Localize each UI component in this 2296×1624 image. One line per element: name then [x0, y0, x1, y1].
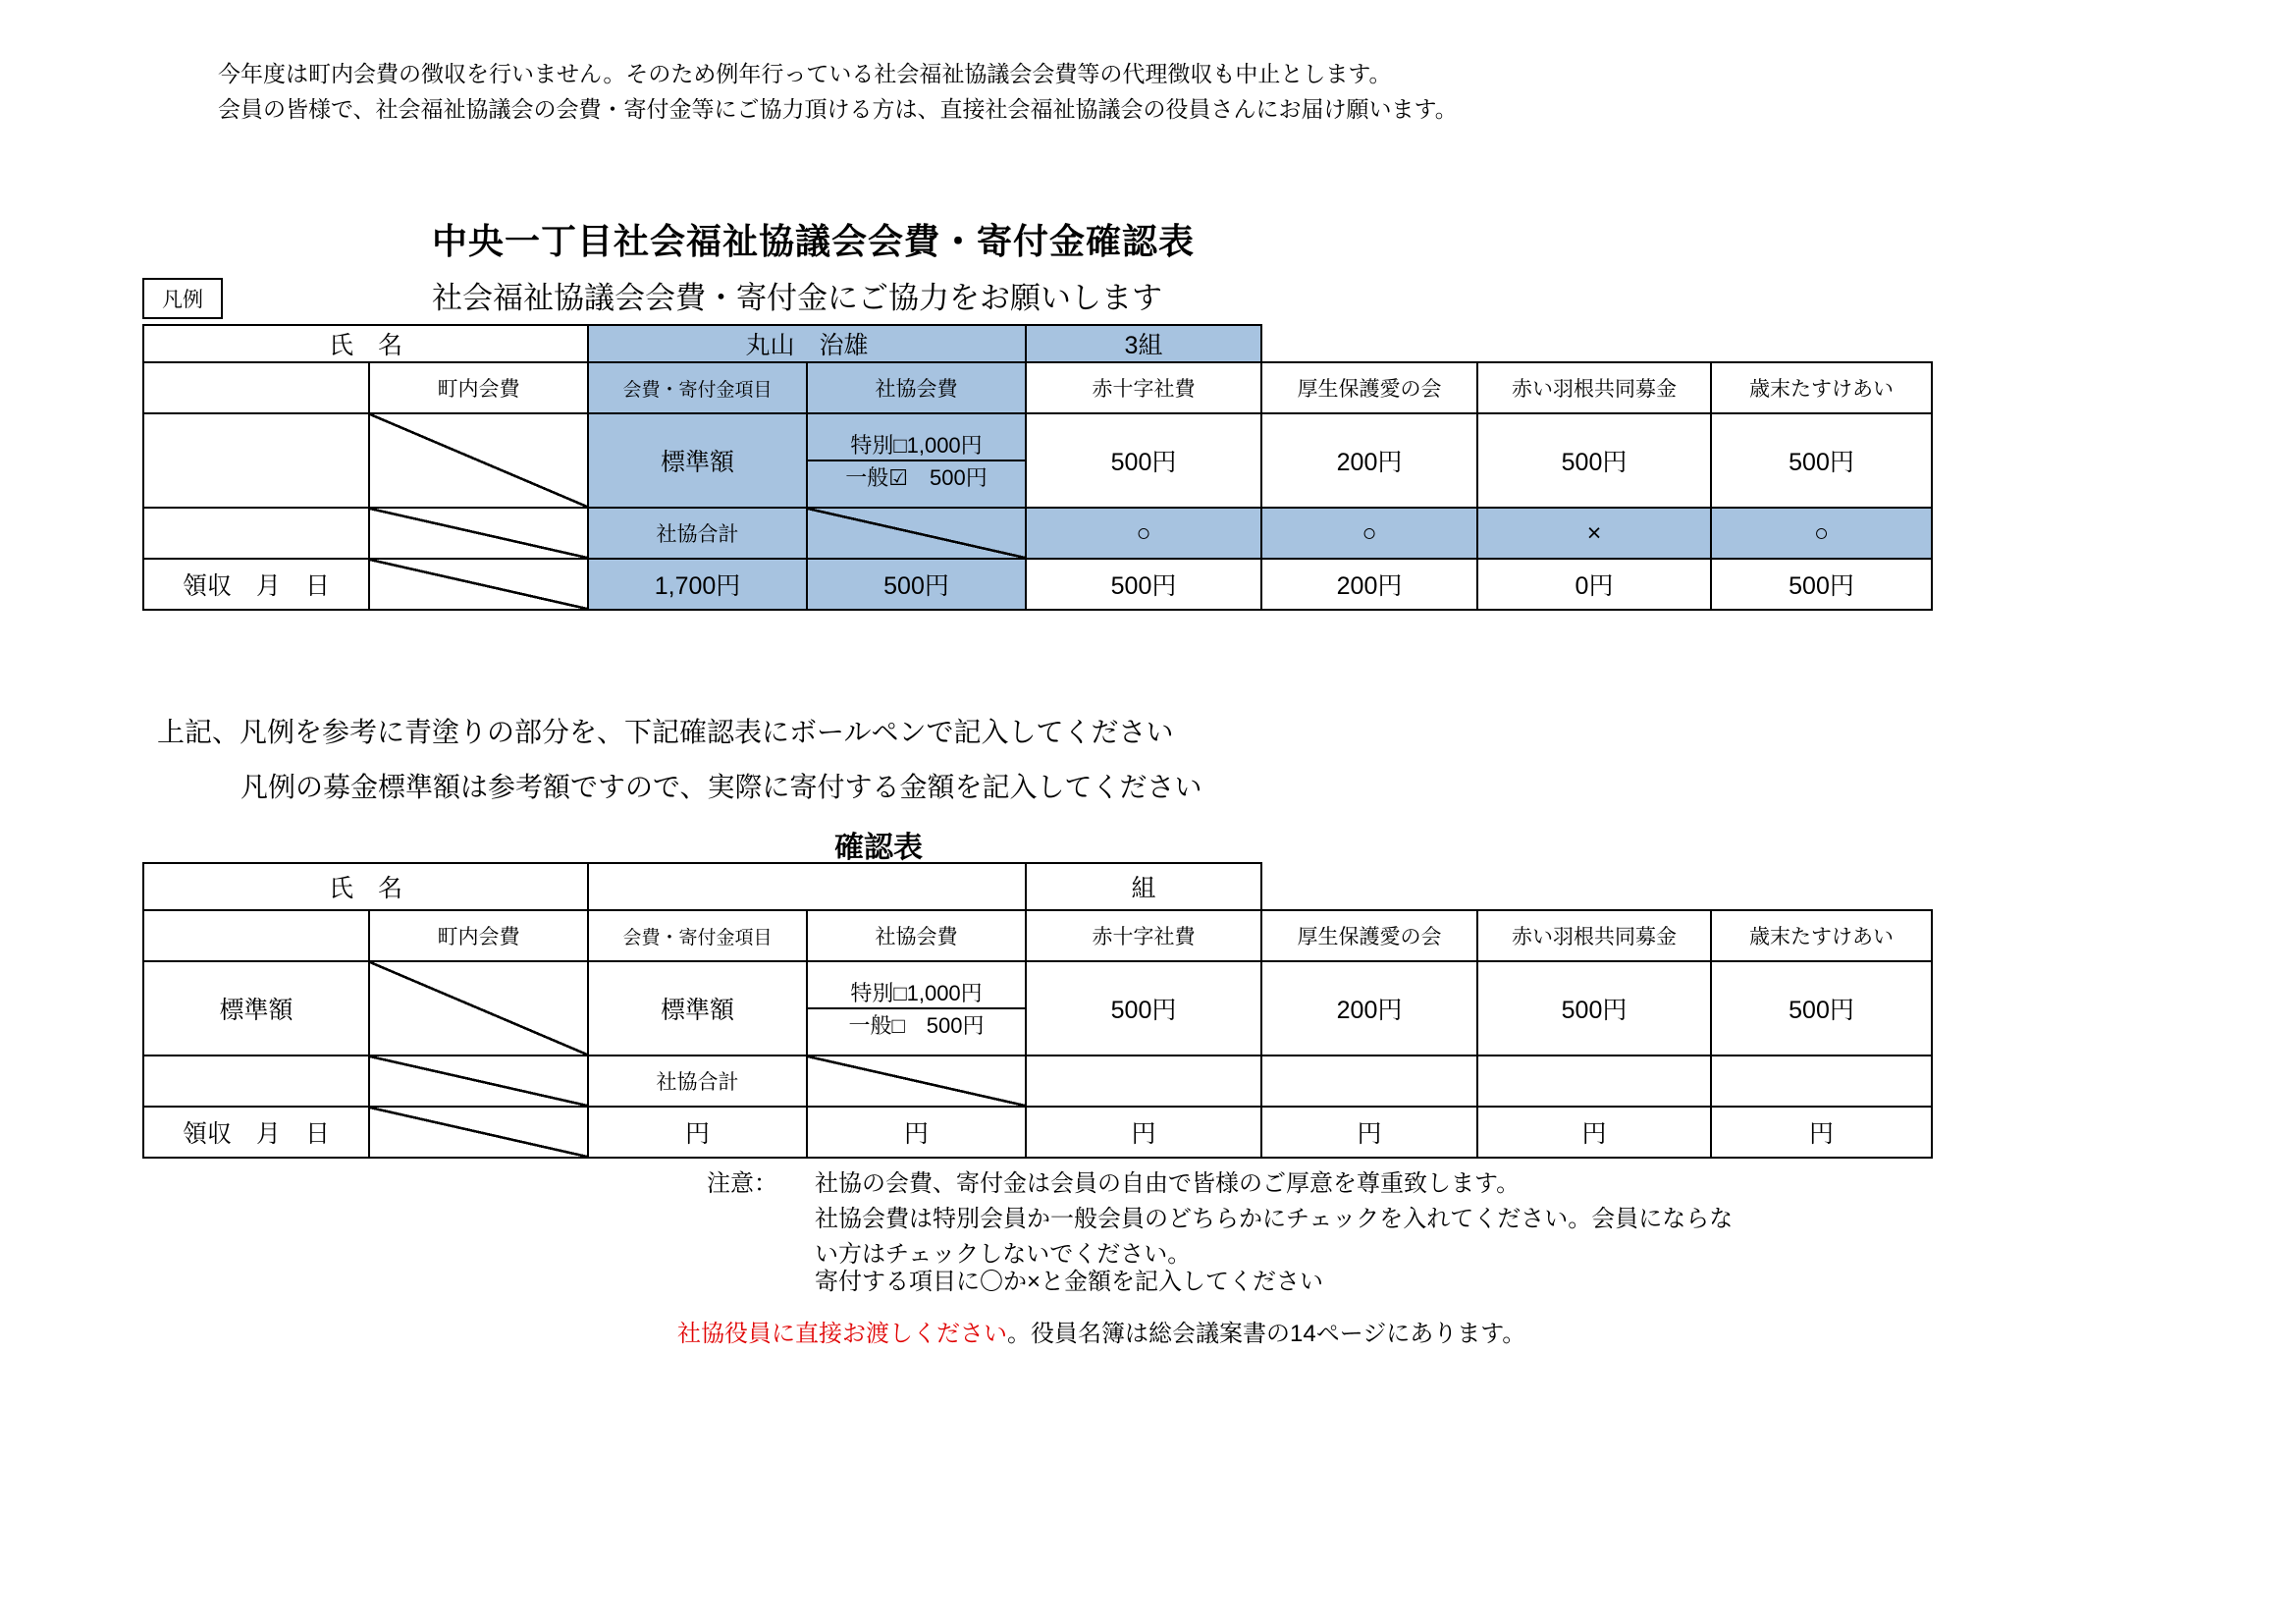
note-hand-deliver-tail: 。役員名簿は総会議案書の14ページにあります。: [1007, 1321, 1526, 1347]
top-notice-line2: 会員の皆様で、社会福祉協議会の会費・寄付金等にご協力頂ける方は、直接社会福祉協議会の役員さんにお届け願います。: [218, 95, 1458, 122]
header-sekijuji: 赤十字社費: [1026, 362, 1261, 413]
header-chonai-kaihi: 町内会費: [369, 362, 588, 413]
kakunin-mark-akaihane[interactable]: [1477, 1056, 1711, 1107]
shakyo-kaihi-choice[interactable]: [807, 961, 1026, 1056]
legend-mark-saimatsu: ○: [1711, 508, 1932, 559]
legend-label-box: 凡例: [142, 278, 223, 319]
label-ryoshu: 領収 月 日: [143, 559, 369, 610]
shakyo-kaihi-choice[interactable]: [807, 413, 1026, 508]
caution-label: 注意：: [707, 1170, 777, 1197]
header-akaihane: 赤い羽根共同募金: [1477, 362, 1711, 413]
kakunin-mark-sekijuji[interactable]: [1026, 1056, 1261, 1107]
table-row: [143, 863, 1932, 910]
kakunin-total-chonai[interactable]: 円: [588, 1107, 807, 1158]
table-row: [143, 910, 1932, 961]
kakunin-mark-kosei-hogo[interactable]: [1261, 1056, 1477, 1107]
legend-standard-sekijuji: 500円: [1026, 413, 1261, 508]
note-hand-deliver: [677, 1314, 1525, 1348]
kakunin-total-akaihane[interactable]: 円: [1477, 1107, 1711, 1158]
table-row: [143, 961, 1932, 1056]
caution-line2: 社協会費は特別会員か一般会員のどちらかにチェックを入れてください。会員にならな: [815, 1206, 1734, 1232]
kakunin-total-kosei-hogo[interactable]: 円: [1261, 1107, 1477, 1158]
header-kaihi-kifu-komoku: 会費・寄付金項目: [588, 362, 807, 413]
table-row: [143, 413, 1932, 508]
instruction-line2: 凡例の募金標準額は参考額ですので、実際に寄付する金額を記入してください: [240, 772, 1202, 802]
header-saimatsu: 歳末たすけあい: [1711, 910, 1932, 961]
legend-standard-kosei-hogo: 200円: [1261, 413, 1477, 508]
kakunin-total-saimatsu[interactable]: 円: [1711, 1107, 1932, 1158]
legend-total-saimatsu: 500円: [1711, 559, 1932, 610]
empty-cell: [143, 413, 369, 508]
legend-mark-kosei-hogo: ○: [1261, 508, 1477, 559]
empty-cell: [143, 362, 369, 413]
option-ippan[interactable]: 一般□ 500円: [848, 1013, 985, 1038]
header-sekijuji: 赤十字社費: [1026, 910, 1261, 961]
kakunin-kumi-input[interactable]: 組: [1026, 863, 1261, 910]
legend-total-kosei-hogo: 200円: [1261, 559, 1477, 610]
spacer-cell: [1711, 325, 1932, 362]
diagonal-cell: [807, 508, 1026, 559]
diagonal-cell: [369, 1056, 588, 1107]
diagonal-cell: [369, 413, 588, 508]
diagonal-cell: [369, 1107, 588, 1158]
spacer-cell: [1477, 325, 1711, 362]
note-hand-deliver-emphasis: 社協役員に直接お渡しください: [677, 1321, 1007, 1347]
header-shakyo-kaihi: 社協会費: [807, 910, 1026, 961]
label-shakyo-goukei: 社協合計: [588, 508, 807, 559]
label-shakyo-goukei: 社協合計: [588, 1056, 807, 1107]
diagonal-cell: [807, 1056, 1026, 1107]
legend-mark-akaihane: ×: [1477, 508, 1711, 559]
caution-line2b: い方はチェックしないでください。: [815, 1241, 1192, 1268]
header-shakyo-kaihi: 社協会費: [807, 362, 1026, 413]
header-chonai-kaihi: 町内会費: [369, 910, 588, 961]
table-row: [143, 508, 1932, 559]
header-saimatsu: 歳末たすけあい: [1711, 362, 1932, 413]
legend-total-shakyo-kaihi: 500円: [807, 559, 1026, 610]
instruction-line1: 上記、凡例を参考に青塗りの部分を、下記確認表にボールペンで記入してください: [157, 717, 1174, 747]
spacer-cell: [1477, 863, 1711, 910]
label-hyojungaku: 標準額: [588, 961, 807, 1056]
legend-mark-sekijuji: ○: [1026, 508, 1261, 559]
label-hyojungaku: 標準額: [588, 413, 807, 508]
table-row: [143, 362, 1932, 413]
diagonal-cell: [369, 559, 588, 610]
spacer-cell: [1261, 863, 1477, 910]
kakunin-total-shakyo-kaihi[interactable]: 円: [807, 1107, 1026, 1158]
kakunin-mark-saimatsu[interactable]: [1711, 1056, 1932, 1107]
kakunin-name-input[interactable]: [588, 863, 1026, 910]
legend-total-chonai: 1,700円: [588, 559, 807, 610]
header-akaihane: 赤い羽根共同募金: [1477, 910, 1711, 961]
label-ryoshu: 領収 月 日: [143, 1107, 369, 1158]
spacer-cell: [1261, 325, 1477, 362]
label-hyojungaku: 標準額: [143, 961, 369, 1056]
top-notice-line1: 今年度は町内会費の徴収を行いません。そのため例年行っている社会福祉協議会会費等の代理徴収も中止とします。: [218, 61, 1392, 86]
kakunin-standard-saimatsu: 500円: [1711, 961, 1932, 1056]
kakunin-standard-kosei-hogo: 200円: [1261, 961, 1477, 1056]
page-subtitle: 社会福祉協議会会費・寄付金にご協力をお願いします: [432, 281, 1162, 315]
legend-kumi-value: 3組: [1026, 325, 1261, 362]
header-kosei-hogo: 厚生保護愛の会: [1261, 910, 1477, 961]
table-row: [143, 1107, 1932, 1158]
option-tokubetsu[interactable]: 特別□1,000円: [808, 429, 1025, 461]
kakunin-total-sekijuji[interactable]: 円: [1026, 1107, 1261, 1158]
legend-total-sekijuji: 500円: [1026, 559, 1261, 610]
kakunin-standard-akaihane: 500円: [1477, 961, 1711, 1056]
empty-cell: [143, 508, 369, 559]
legend-total-akaihane: 0円: [1477, 559, 1711, 610]
spacer-cell: [1711, 863, 1932, 910]
diagonal-cell: [369, 508, 588, 559]
legend-standard-akaihane: 500円: [1477, 413, 1711, 508]
caution-line1: 社協の会費、寄付金は会員の自由で皆様のご厚意を尊重致します。: [815, 1170, 1521, 1197]
label-name: 氏 名: [143, 325, 588, 362]
top-notice: [218, 57, 2083, 127]
header-kaihi-kifu-komoku: 会費・寄付金項目: [588, 910, 807, 961]
label-name: 氏 名: [143, 863, 588, 910]
kakunin-standard-sekijuji: 500円: [1026, 961, 1261, 1056]
diagonal-cell: [369, 961, 588, 1056]
legend-table: [142, 324, 1933, 611]
table-row: [143, 559, 1932, 610]
empty-cell: [143, 1056, 369, 1107]
legend-name-value: 丸山 治雄: [588, 325, 1026, 362]
kakunin-table-wrap: [142, 862, 1933, 1159]
table-row: [143, 1056, 1932, 1107]
header-kosei-hogo: 厚生保護愛の会: [1261, 362, 1477, 413]
table-row: [143, 325, 1932, 362]
kakunin-title: 確認表: [834, 832, 923, 864]
legend-standard-saimatsu: 500円: [1711, 413, 1932, 508]
caution-line3: 寄付する項目に〇か×と金額を記入してください: [815, 1269, 1324, 1295]
page-title: 中央一丁目社会福祉協議会会費・寄付金確認表: [432, 221, 1196, 261]
empty-cell: [143, 910, 369, 961]
legend-table-wrap: [142, 324, 1933, 611]
footnotes: [707, 1166, 2052, 1272]
option-ippan[interactable]: 一般☑ 500円: [845, 465, 988, 490]
option-tokubetsu[interactable]: 特別□1,000円: [808, 977, 1025, 1009]
kakunin-table: [142, 862, 1933, 1159]
